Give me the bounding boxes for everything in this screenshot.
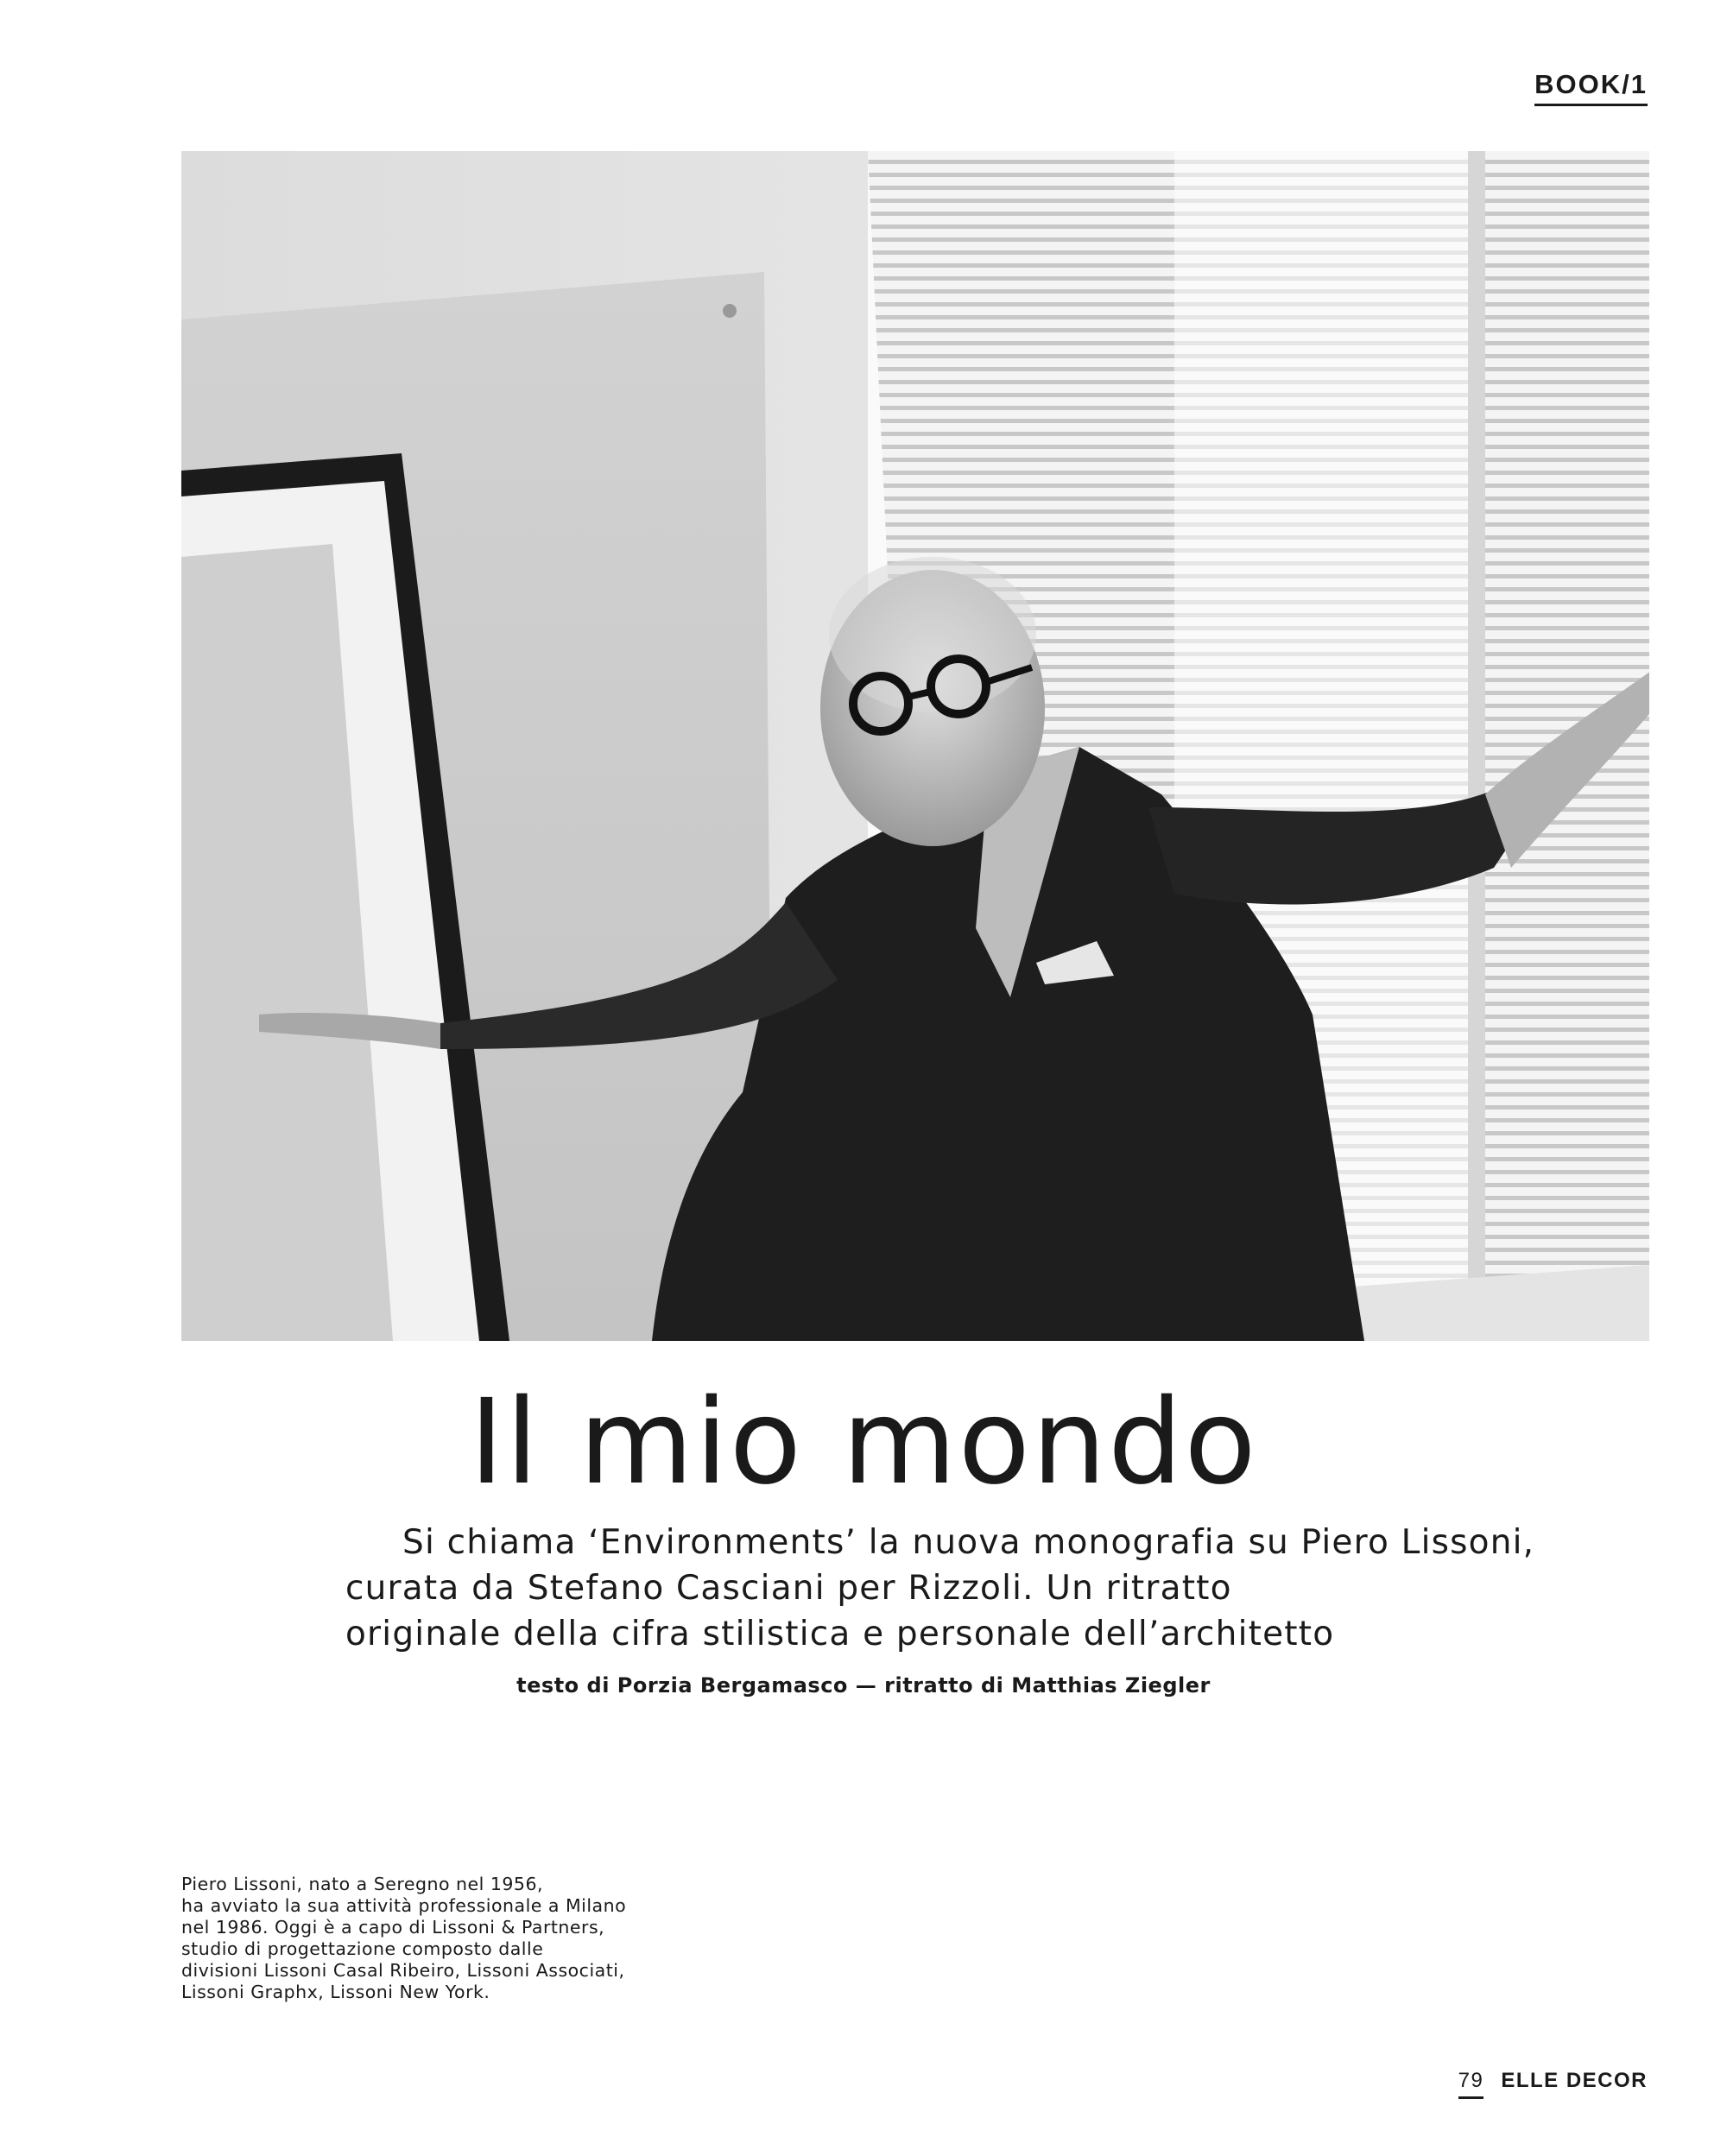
page-number: 79: [1458, 2069, 1484, 2099]
portrait-photo-drawing: [181, 151, 1649, 1341]
section-tag: BOOK/1: [1534, 69, 1648, 106]
caption-line: studio di progettazione composto dalle: [181, 1938, 544, 1959]
caption-line: Piero Lissoni, nato a Seregno nel 1956,: [181, 1874, 544, 1894]
deck-line: originale della cifra stilistica e personale dell’architetto: [345, 1615, 1335, 1653]
article-deck: [345, 1520, 1554, 1657]
page-footer: [1458, 2069, 1648, 2099]
photo-caption: [181, 1874, 786, 2003]
caption-line: divisioni Lissoni Casal Ribeiro, Lissoni Associati,: [181, 1960, 625, 1981]
article-title: Il mio mondo: [469, 1375, 1258, 1511]
deck-line: Si chiama ‘Environments’ la nuova monografia su Piero Lissoni,: [402, 1523, 1535, 1562]
magazine-name: ELLE DECOR: [1501, 2069, 1648, 2092]
caption-line: Lissoni Graphx, Lissoni New York.: [181, 1982, 490, 2002]
article-byline: testo di Porzia Bergamasco — ritratto di Matthias Ziegler: [516, 1673, 1211, 1698]
deck-line: curata da Stefano Casciani per Rizzoli. Un ritratto: [345, 1569, 1232, 1608]
portrait-photo: [181, 151, 1649, 1341]
caption-line: ha avviato la sua attività professionale a Milano: [181, 1895, 627, 1916]
caption-line: nel 1986. Oggi è a capo di Lissoni & Partners,: [181, 1917, 605, 1938]
